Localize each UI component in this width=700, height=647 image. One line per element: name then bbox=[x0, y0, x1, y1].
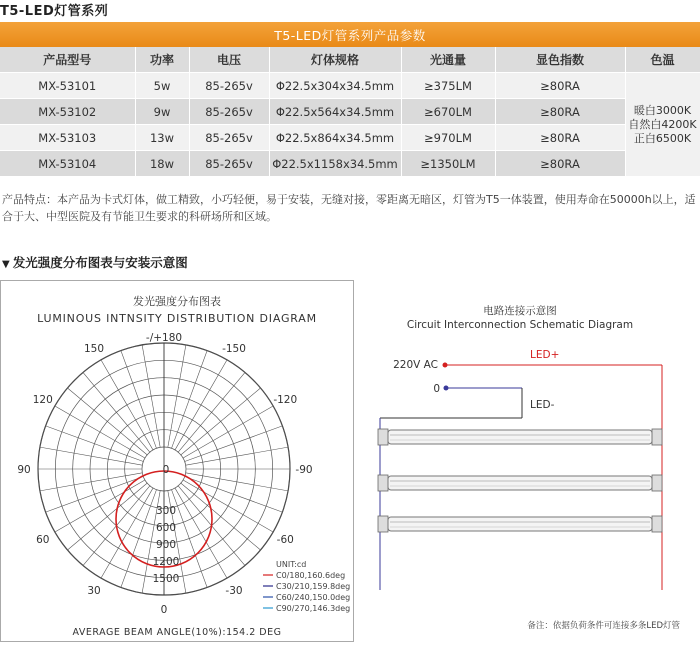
polar-spoke bbox=[55, 406, 145, 458]
cell-voltage: 85-265v bbox=[189, 73, 269, 99]
polar-radial-label: 900 bbox=[155, 538, 177, 551]
polar-angle-label: -30 bbox=[225, 585, 243, 598]
polar-diagram bbox=[1, 281, 353, 641]
header-power: 功率 bbox=[135, 47, 189, 73]
polar-spoke bbox=[55, 480, 145, 532]
circuit-diagram-panel bbox=[370, 300, 690, 644]
polar-angle-label: 60 bbox=[36, 534, 50, 546]
polar-spoke bbox=[46, 426, 144, 462]
table-row bbox=[0, 151, 700, 177]
polar-angle-label: -/+180 bbox=[145, 332, 183, 344]
polar-spoke bbox=[67, 388, 147, 455]
header-cct: 色温 bbox=[625, 47, 700, 73]
circuit-title-cn: 电路连接示意图 bbox=[483, 305, 557, 317]
tube-end-cap bbox=[652, 475, 662, 491]
polar-labels bbox=[17, 332, 312, 616]
ac-terminal bbox=[443, 363, 448, 368]
led-tube bbox=[378, 475, 662, 491]
polar-spoke bbox=[185, 477, 283, 513]
polar-spoke bbox=[83, 372, 150, 452]
polar-angle-label: 120 bbox=[32, 394, 53, 406]
polar-spoke bbox=[121, 351, 157, 449]
tube-end-cap bbox=[378, 429, 388, 445]
header-voltage: 电压 bbox=[189, 47, 269, 73]
cell-size: Φ22.5x564x34.5mm bbox=[269, 99, 401, 125]
cell-voltage: 85-265v bbox=[189, 125, 269, 151]
spec-table bbox=[0, 22, 700, 176]
neutral-terminal bbox=[444, 386, 449, 391]
cell-size: Φ22.5x864x34.5mm bbox=[269, 125, 401, 151]
tube-body bbox=[388, 476, 652, 490]
cell-model: MX-53104 bbox=[0, 151, 135, 177]
tube-end-cap bbox=[652, 429, 662, 445]
polar-angle-label: 90 bbox=[17, 464, 31, 476]
polar-spoke bbox=[181, 388, 261, 455]
polar-radial-label: 1200 bbox=[152, 555, 180, 568]
cell-cri: ≥80RA bbox=[495, 99, 625, 125]
legend-entry: C30/210,159.8deg bbox=[276, 582, 351, 591]
polar-spoke bbox=[178, 372, 245, 452]
cell-cri: ≥80RA bbox=[495, 73, 625, 99]
polar-angle-label: 0 bbox=[160, 604, 168, 616]
polar-radial-label: 300 bbox=[155, 504, 177, 517]
polar-diagram-panel bbox=[0, 280, 354, 642]
tube-body bbox=[388, 517, 652, 531]
legend-entry: C90/270,146.3deg bbox=[276, 604, 351, 613]
cell-voltage: 85-265v bbox=[189, 151, 269, 177]
polar-spoke bbox=[183, 480, 273, 532]
cell-voltage: 85-265v bbox=[189, 99, 269, 125]
cell-model: MX-53103 bbox=[0, 125, 135, 151]
page-title: T5-LED灯管系列 bbox=[0, 4, 109, 19]
section-title bbox=[2, 253, 188, 271]
led-tube bbox=[378, 429, 662, 445]
triangle-down-icon: ▼ bbox=[2, 259, 10, 270]
polar-spoke bbox=[101, 488, 153, 578]
beam-angle: AVERAGE BEAM ANGLE(10%):154.2 DEG bbox=[72, 627, 282, 638]
led-tubes bbox=[378, 429, 662, 532]
cell-model: MX-53101 bbox=[0, 73, 135, 99]
cell-color-temp bbox=[625, 73, 700, 177]
table-row bbox=[0, 125, 700, 151]
cell-flux: ≥1350LM bbox=[401, 151, 495, 177]
polar-radial-label: 600 bbox=[155, 521, 177, 534]
led-tube bbox=[378, 516, 662, 532]
tube-end-cap bbox=[652, 516, 662, 532]
tube-body bbox=[388, 430, 652, 444]
color-temp-natural: 自然白4200K bbox=[628, 117, 697, 131]
cell-flux: ≥670LM bbox=[401, 99, 495, 125]
polar-spoke bbox=[183, 406, 273, 458]
cell-size: Φ22.5x1158x34.5mm bbox=[269, 151, 401, 177]
color-temp-warm: 暖白3000K bbox=[633, 103, 692, 117]
table-caption: T5-LED灯管系列产品参数 bbox=[0, 22, 700, 47]
tube-end-cap bbox=[378, 516, 388, 532]
features-label: 产品特点： bbox=[2, 193, 57, 206]
legend-entry: C0/180,160.6deg bbox=[276, 571, 346, 580]
polar-radial-label: 1500 bbox=[152, 572, 180, 585]
legend-entry: C60/240,150.0deg bbox=[276, 593, 351, 602]
tube-end-cap bbox=[378, 475, 388, 491]
polar-title-cn: 发光强度分布图表 bbox=[133, 295, 221, 308]
table-row bbox=[0, 99, 700, 125]
polar-spoke bbox=[181, 483, 261, 550]
header-size: 灯体规格 bbox=[269, 47, 401, 73]
polar-angle-label: 150 bbox=[83, 342, 105, 355]
features-text bbox=[2, 191, 698, 225]
polar-unit: UNIT:cd bbox=[276, 560, 307, 569]
cell-model: MX-53102 bbox=[0, 99, 135, 125]
header-flux: 光通量 bbox=[401, 47, 495, 73]
cell-size: Φ22.5x304x34.5mm bbox=[269, 73, 401, 99]
polar-angle-label: 30 bbox=[87, 585, 101, 598]
polar-spoke bbox=[46, 477, 144, 513]
polar-spoke bbox=[121, 490, 157, 588]
zero-label: 0 bbox=[433, 383, 440, 395]
circuit-diagram bbox=[370, 300, 690, 640]
cell-power: 13w bbox=[135, 125, 189, 151]
polar-title-en: LUMINOUS INTNSITY DISTRIBUTION DIAGRAM bbox=[37, 312, 317, 325]
polar-spoke bbox=[175, 488, 227, 578]
polar-spoke bbox=[101, 360, 153, 450]
polar-legend bbox=[263, 571, 350, 613]
color-temp-cool: 正白6500K bbox=[633, 131, 692, 145]
polar-angle-label: -60 bbox=[276, 534, 294, 546]
table-row bbox=[0, 73, 700, 99]
cell-flux: ≥970LM bbox=[401, 125, 495, 151]
polar-spoke bbox=[175, 360, 227, 450]
polar-angle-label: -120 bbox=[273, 394, 298, 406]
polar-angle-label: -90 bbox=[295, 464, 313, 476]
led-minus-label: LED- bbox=[530, 399, 555, 411]
polar-spoke bbox=[67, 483, 147, 550]
features-body: 本产品为卡式灯体，做工精致，小巧轻便，易于安装，无缝对接，零距离无暗区，灯管为T5一体装置，使用寿命在50000h以上，适合于大、中型医院及有节能卫生要求的科研场所和区域。 bbox=[2, 193, 696, 223]
polar-spoke bbox=[172, 351, 208, 449]
header-model: 产品型号 bbox=[0, 47, 135, 73]
cell-flux: ≥375LM bbox=[401, 73, 495, 99]
cell-cri: ≥80RA bbox=[495, 125, 625, 151]
section-title-text: 发光强度分布图表与安装示意图 bbox=[12, 255, 188, 270]
cell-cri: ≥80RA bbox=[495, 151, 625, 177]
circuit-title-en: Circuit Interconnection Schematic Diagram bbox=[406, 319, 634, 331]
ac-label: 220V AC bbox=[393, 359, 438, 371]
polar-spoke bbox=[185, 426, 283, 462]
cell-power: 9w bbox=[135, 99, 189, 125]
led-plus-label: LED+ bbox=[530, 349, 560, 361]
header-cri: 显色指数 bbox=[495, 47, 625, 73]
polar-radial-label: 0 bbox=[162, 464, 170, 476]
cell-power: 18w bbox=[135, 151, 189, 177]
cell-power: 5w bbox=[135, 73, 189, 99]
polar-angle-label: -150 bbox=[222, 342, 246, 355]
circuit-note: 备注：依据负荷条件可连接多条LED灯管 bbox=[527, 621, 680, 631]
